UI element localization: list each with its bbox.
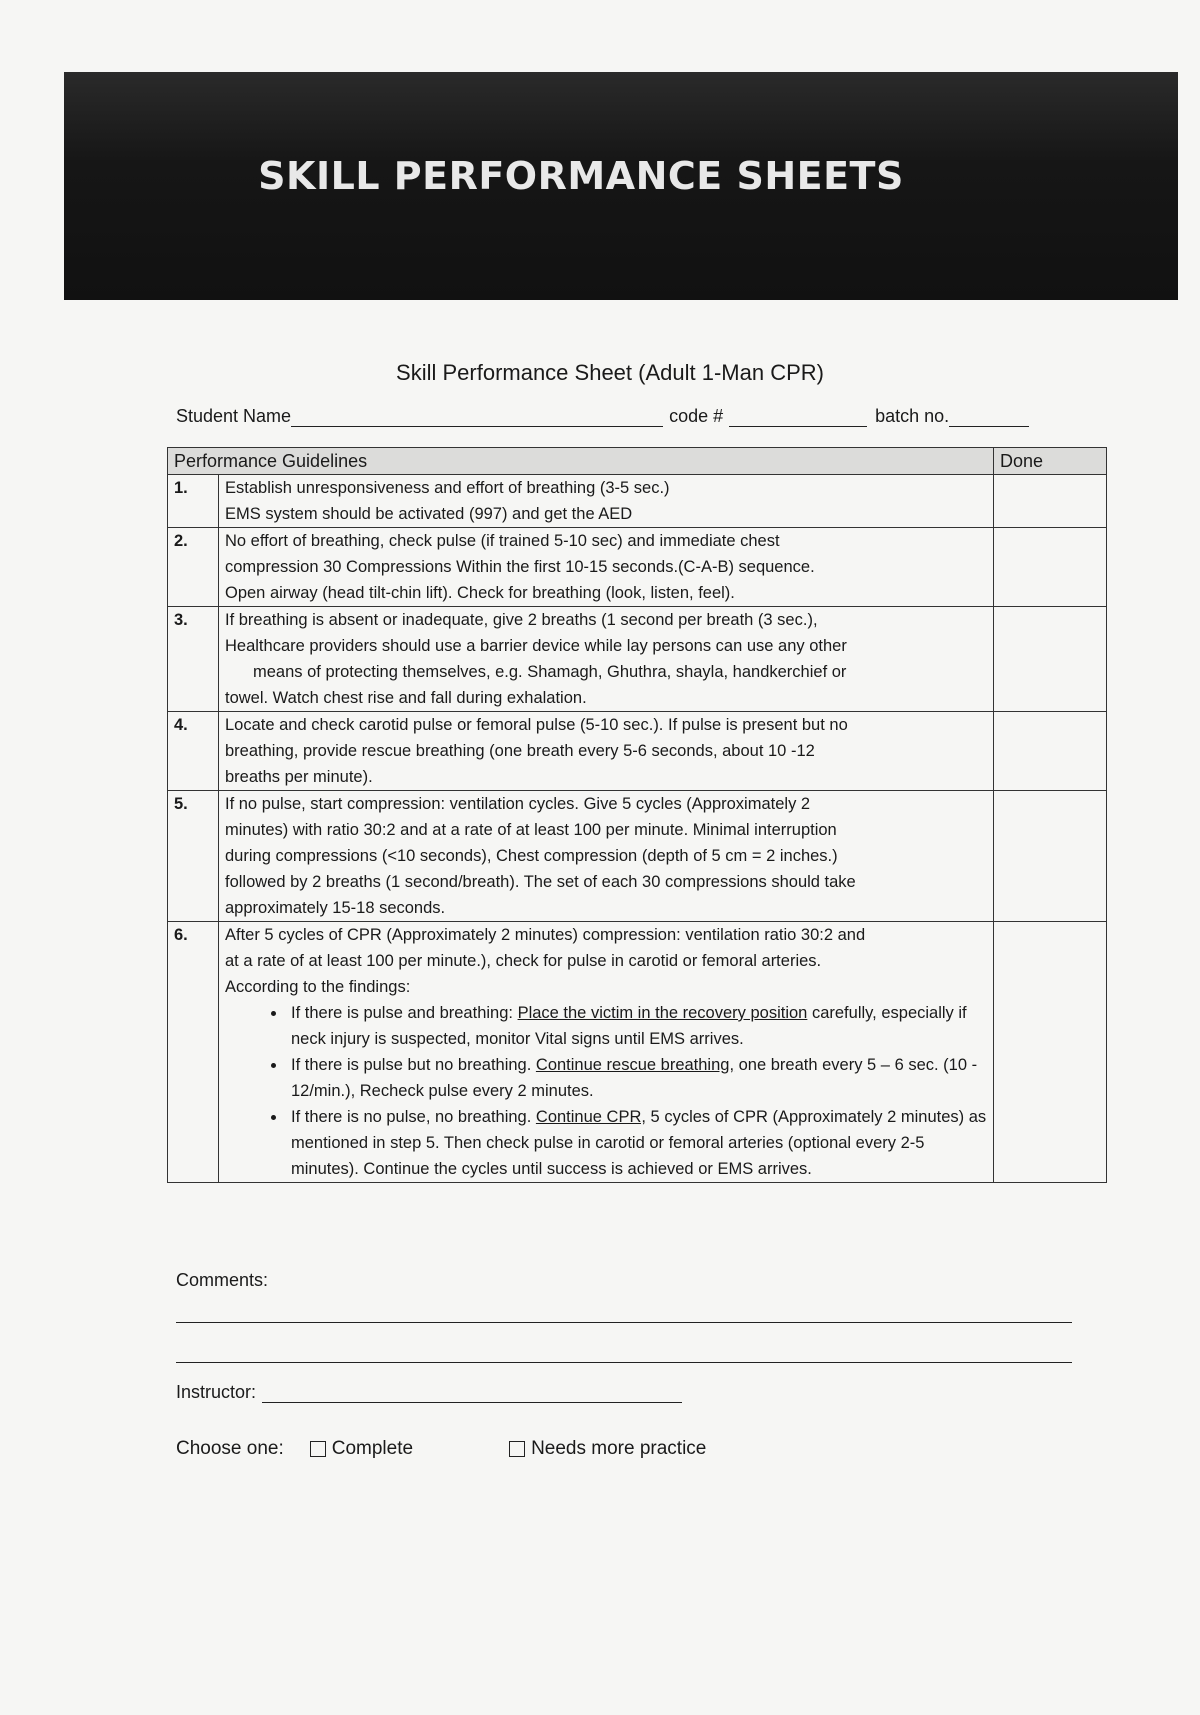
header-guidelines: Performance Guidelines (168, 448, 994, 475)
row-text (219, 791, 994, 922)
row-number: 5. (168, 791, 219, 922)
finding-lead: If there is no pulse, no breathing. (291, 1108, 536, 1126)
row-line: followed by 2 breaths (1 second/breath). The set of each 30 compressions should take (225, 873, 856, 891)
row-line: After 5 cycles of CPR (Approximately 2 minutes) compression: ventilation ratio 30:2 and (225, 926, 866, 944)
finding-action: Continue CPR, (535, 1108, 646, 1126)
table-row (168, 922, 1107, 1183)
row-line: towel. Watch chest rise and fall during exhalation. (225, 689, 587, 707)
row-line: means of protecting themselves, e.g. Shamagh, Ghuthra, shayla, handkerchief or (253, 663, 847, 681)
instructor-line (176, 1382, 682, 1403)
done-cell[interactable] (994, 475, 1107, 528)
table-row (168, 475, 1107, 528)
table-row (168, 607, 1107, 712)
row-number: 2. (168, 528, 219, 607)
row-line: Open airway (head tilt-chin lift). Check for breathing (look, listen, feel). (225, 584, 735, 602)
table-row (168, 528, 1107, 607)
row-number: 3. (168, 607, 219, 712)
needs-practice-option[interactable] (509, 1438, 706, 1460)
code-label: code # (669, 406, 724, 426)
student-info-line (176, 406, 1029, 427)
student-name-label: Student Name (176, 406, 292, 426)
done-cell[interactable] (994, 712, 1107, 791)
batch-field[interactable] (949, 408, 1029, 427)
row-line: No effort of breathing, check pulse (if trained 5-10 sec) and immediate chest (225, 532, 780, 550)
row-text (219, 922, 994, 1183)
banner-title: SKILL PERFORMANCE SHEETS (258, 154, 904, 198)
findings-list (225, 1000, 987, 1182)
row-line: Healthcare providers should use a barrier device while lay persons can use any other (225, 637, 847, 655)
sheet-title: Skill Performance Sheet (Adult 1-Man CPR) (396, 360, 824, 385)
instructor-field[interactable] (262, 1384, 682, 1403)
row-text (219, 475, 994, 528)
finding-item (287, 1052, 987, 1104)
finding-rest: one breath every 5 – 6 sec. (10 - 12/min.), Recheck pulse every 2 minutes. (291, 1056, 978, 1100)
row-line: If no pulse, start compression: ventilation cycles. Give 5 cycles (Approximately 2 (225, 795, 811, 813)
row-line: breaths per minute). (225, 768, 373, 786)
instructor-label: Instructor: (176, 1382, 257, 1402)
row-text (219, 528, 994, 607)
table-row (168, 791, 1107, 922)
row-line: minutes) with ratio 30:2 and at a rate of at least 100 per minute. Minimal interruption (225, 821, 837, 839)
row-line: Locate and check carotid pulse or femoral pulse (5-10 sec.). If pulse is present but no (225, 716, 848, 734)
choose-one-row (176, 1438, 706, 1460)
needs-practice-checkbox[interactable] (509, 1441, 525, 1457)
row-line: at a rate of at least 100 per minute.), check for pulse in carotid or femoral arteries. (225, 952, 822, 970)
row-line: breathing, provide rescue breathing (one breath every 5-6 seconds, about 10 -12 (225, 742, 815, 760)
complete-checkbox[interactable] (310, 1441, 326, 1457)
complete-label: Complete (331, 1438, 414, 1459)
row-line: EMS system should be activated (997) and get the AED (225, 505, 633, 523)
done-cell[interactable] (994, 922, 1107, 1183)
comments-line-1[interactable] (176, 1322, 1072, 1323)
guidelines-table (167, 447, 1107, 1183)
finding-item (287, 1000, 987, 1052)
code-field[interactable] (729, 408, 867, 427)
row-line: According to the findings: (225, 978, 411, 996)
done-cell[interactable] (994, 528, 1107, 607)
finding-action: Continue rescue breathing, (535, 1056, 735, 1074)
table-row (168, 712, 1107, 791)
batch-label: batch no. (875, 406, 950, 426)
complete-option[interactable] (310, 1438, 413, 1460)
finding-rest: carefully, especially if neck injury is suspected, monitor Vital signs until EMS arrives. (291, 1004, 967, 1048)
finding-rest: 5 cycles of CPR (Approximately 2 minutes) as mentioned in step 5. Then check pulse in carotid or femoral arteries (optional every 2-5 minutes). Continue the cycles until success is achieved or EMS arrives. (291, 1108, 987, 1178)
finding-lead: If there is pulse but no breathing. (291, 1056, 536, 1074)
choose-label: Choose one: (176, 1438, 284, 1459)
header-banner (64, 72, 1178, 300)
student-name-field[interactable] (291, 408, 663, 427)
row-text (219, 712, 994, 791)
needs-practice-label: Needs more practice (531, 1438, 707, 1459)
table-header-row (168, 448, 1107, 475)
row-number: 4. (168, 712, 219, 791)
row-line: Establish unresponsiveness and effort of breathing (3-5 sec.) (225, 479, 670, 497)
comments-line-2[interactable] (176, 1362, 1072, 1363)
row-text (219, 607, 994, 712)
row-line: approximately 15-18 seconds. (225, 899, 446, 917)
finding-lead: If there is pulse and breathing: (291, 1004, 518, 1022)
header-done: Done (994, 448, 1107, 475)
row-number: 1. (168, 475, 219, 528)
finding-action: Place the victim in the recovery position (517, 1004, 808, 1022)
comments-label: Comments: (176, 1270, 269, 1290)
row-number: 6. (168, 922, 219, 1183)
row-line: compression 30 Compressions Within the first 10-15 seconds.(C-A-B) sequence. (225, 558, 815, 576)
row-line: If breathing is absent or inadequate, give 2 breaths (1 second per breath (3 sec.), (225, 611, 818, 629)
done-cell[interactable] (994, 607, 1107, 712)
row-line: during compressions (<10 seconds), Chest compression (depth of 5 cm = 2 inches.) (225, 847, 838, 865)
finding-item (287, 1104, 987, 1182)
done-cell[interactable] (994, 791, 1107, 922)
